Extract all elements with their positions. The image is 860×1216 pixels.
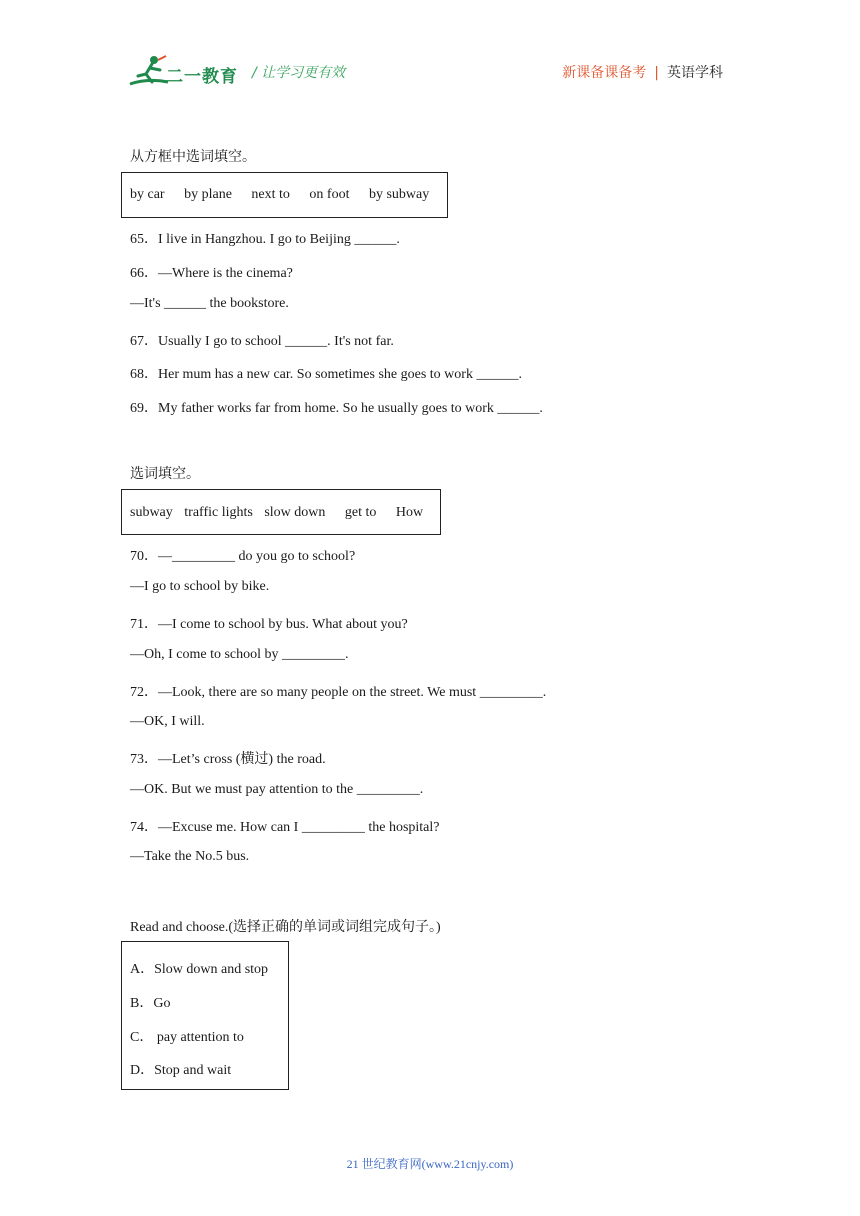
section3-instruction: Read and choose.(选择正确的单词或词组完成句子。) xyxy=(130,920,441,935)
answer-72: —OK, I will. xyxy=(130,714,205,729)
answer-73: —OK. But we must pay attention to the _________. xyxy=(130,782,424,797)
word-option: get to xyxy=(344,505,377,520)
header-separator: | xyxy=(654,65,659,81)
logo-text: 二一教育 xyxy=(166,67,238,87)
choice-c: C． pay attention to xyxy=(130,1030,244,1045)
word-option: traffic lights xyxy=(184,505,253,520)
question-72: 72．—Look, there are so many people on the street. We must _________. xyxy=(130,685,547,700)
page-header xyxy=(0,0,860,100)
word-option: slow down xyxy=(264,505,326,520)
word-option: on foot xyxy=(309,187,350,202)
word-box-2 xyxy=(121,489,441,535)
section1-instruction: 从方框中选词填空。 xyxy=(130,149,256,165)
answer-70: —I go to school by bike. xyxy=(130,579,270,594)
header-tag: 新课备课备考 xyxy=(562,65,647,81)
question-73: 73．—Let’s cross (横过) the road. xyxy=(130,752,326,767)
question-67: 67．Usually I go to school ______. It's not far. xyxy=(130,334,394,349)
word-option: next to xyxy=(251,187,290,202)
question-66: 66．—Where is the cinema? xyxy=(130,266,293,281)
section2-instruction: 选词填空。 xyxy=(130,466,200,482)
question-71: 71．—I come to school by bus. What about you? xyxy=(130,617,408,632)
answer-71: —Oh, I come to school by _________. xyxy=(130,647,349,662)
question-69: 69．My father works far from home. So he usually goes to work ______. xyxy=(130,401,543,416)
header-subject-label: 英语学科 xyxy=(667,65,723,81)
question-70: 70．—_________ do you go to school? xyxy=(130,549,356,564)
word-option: by car xyxy=(130,187,165,202)
header-subject xyxy=(562,62,723,82)
page-footer: 21 世纪教育网(www.21cnjy.com) xyxy=(346,1157,514,1171)
question-68: 68．Her mum has a new car. So sometimes she goes to work ______. xyxy=(130,367,522,382)
choice-d: D．Stop and wait xyxy=(130,1063,232,1078)
word-option: by plane xyxy=(184,187,232,202)
word-option: How xyxy=(395,505,424,520)
answer-74: —Take the No.5 bus. xyxy=(130,849,250,864)
choice-a: A．Slow down and stop xyxy=(130,962,269,977)
question-74: 74．—Excuse me. How can I _________ the hospital? xyxy=(130,820,440,835)
question-65: 65．I live in Hangzhou. I go to Beijing ______. xyxy=(130,232,400,247)
answer-66: —It's ______ the bookstore. xyxy=(130,296,289,311)
word-option: by subway xyxy=(368,187,430,202)
word-box-1 xyxy=(121,172,448,218)
choice-box xyxy=(121,941,289,1090)
slogan: / 让学习更有效 xyxy=(252,65,346,81)
choice-b: B．Go xyxy=(130,996,171,1011)
word-option: subway xyxy=(130,505,173,520)
